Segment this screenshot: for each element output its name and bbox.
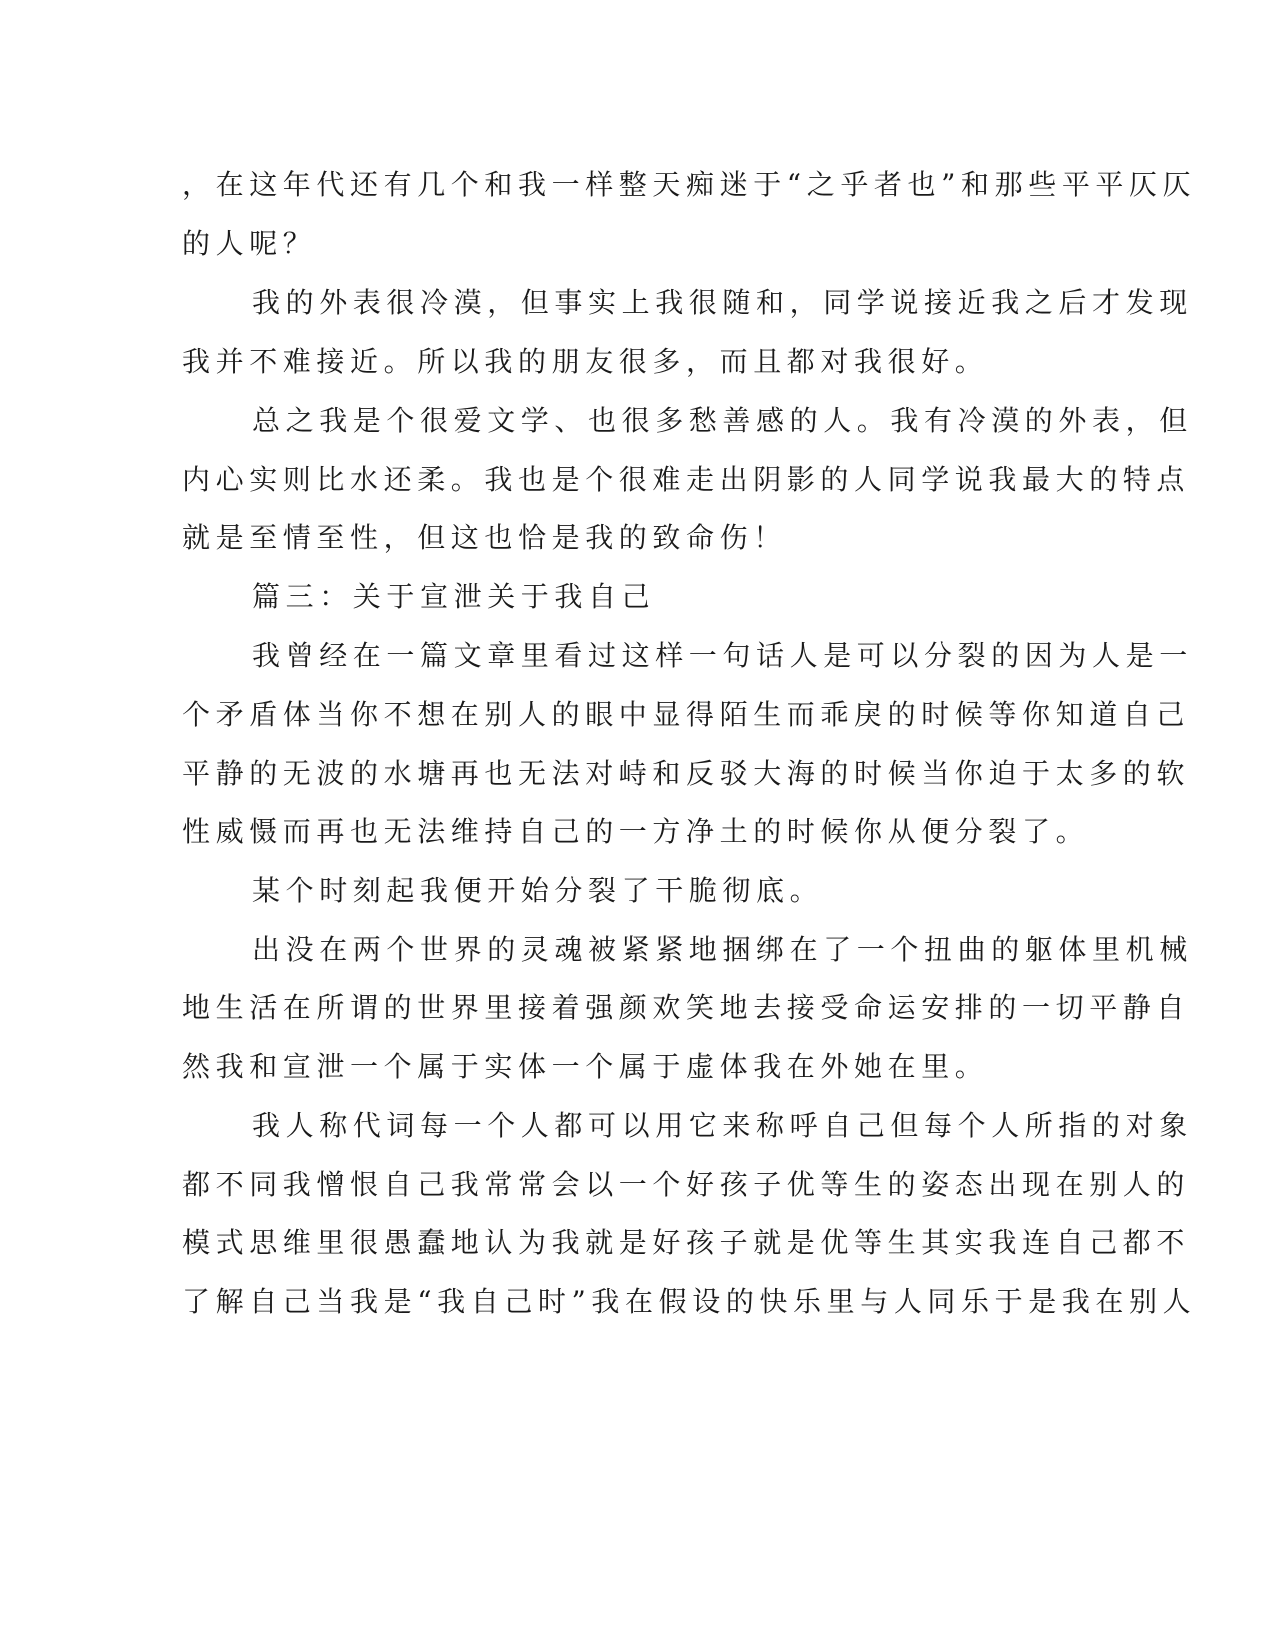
text-line-content: 我并不难接近。所以我的朋友很多，而且都对我很好。 <box>182 345 989 378</box>
text-line-content: ，在这年代还有几个和我一样整天痴迷于“之乎者也”和那些平平仄仄 <box>182 168 1197 201</box>
text-line-content: 了解自己当我是“我自己时”我在假设的快乐里与人同乐于是我在别人 <box>182 1285 1197 1318</box>
text-line <box>0 450 1275 510</box>
text-line-content: 某个时刻起我便开始分裂了干脆彻底。 <box>252 874 824 907</box>
text-line-content: 地生活在所谓的世界里接着强颜欢笑地去接受命运安排的一切平静自 <box>182 991 1191 1024</box>
text-line-content: 然我和宣泄一个属于实体一个属于虚体我在外她在里。 <box>182 1050 989 1083</box>
text-line <box>0 508 1275 568</box>
text-line-content: 性威慑而再也无法维持自己的一方净土的时候你从便分裂了。 <box>182 815 1090 848</box>
text-line <box>0 744 1275 804</box>
text-line-content: 我人称代词每一个人都可以用它来称呼自己但每个人所指的对象 <box>252 1109 1193 1142</box>
section-heading: 篇三：关于宣泄关于我自己 <box>252 580 656 613</box>
text-line <box>0 978 1275 1038</box>
text-line <box>0 920 1275 980</box>
text-line <box>0 155 1275 215</box>
text-line-content: 出没在两个世界的灵魂被紧紧地捆绑在了一个扭曲的躯体里机械 <box>252 933 1193 966</box>
text-line <box>0 332 1275 392</box>
text-line <box>0 1213 1275 1273</box>
text-line-content: 我曾经在一篇文章里看过这样一句话人是可以分裂的因为人是一 <box>252 639 1193 672</box>
text-line-content: 总之我是个很爱文学、也很多愁善感的人。我有冷漠的外表，但 <box>252 404 1193 437</box>
text-line <box>0 626 1275 686</box>
text-line-content: 就是至情至性，但这也恰是我的致命伤！ <box>182 521 787 554</box>
text-line-content: 个矛盾体当你不想在别人的眼中显得陌生而乖戾的时候等你知道自己 <box>182 698 1191 731</box>
text-line <box>0 391 1275 451</box>
text-line-content: 平静的无波的水塘再也无法对峙和反驳大海的时候当你迫于太多的软 <box>182 757 1191 790</box>
text-line-content: 内心实则比水还柔。我也是个很难走出阴影的人同学说我最大的特点 <box>182 463 1191 496</box>
text-line <box>0 1096 1275 1156</box>
text-line-content: 都不同我憎恨自己我常常会以一个好孩子优等生的姿态出现在别人的 <box>182 1168 1191 1201</box>
text-line <box>0 273 1275 333</box>
text-line <box>0 1037 1275 1097</box>
text-line <box>0 685 1275 745</box>
text-line <box>0 1272 1275 1332</box>
text-line <box>0 861 1275 921</box>
text-line <box>0 214 1275 274</box>
text-line <box>0 1155 1275 1215</box>
text-line-content: 模式思维里很愚蠢地认为我就是好孩子就是优等生其实我连自己都不 <box>182 1226 1191 1259</box>
text-line-content: 的人呢？ <box>182 227 317 260</box>
text-line-content: 我的外表很冷漠，但事实上我很随和，同学说接近我之后才发现 <box>252 286 1193 319</box>
text-line <box>0 802 1275 862</box>
text-line <box>0 567 1275 627</box>
